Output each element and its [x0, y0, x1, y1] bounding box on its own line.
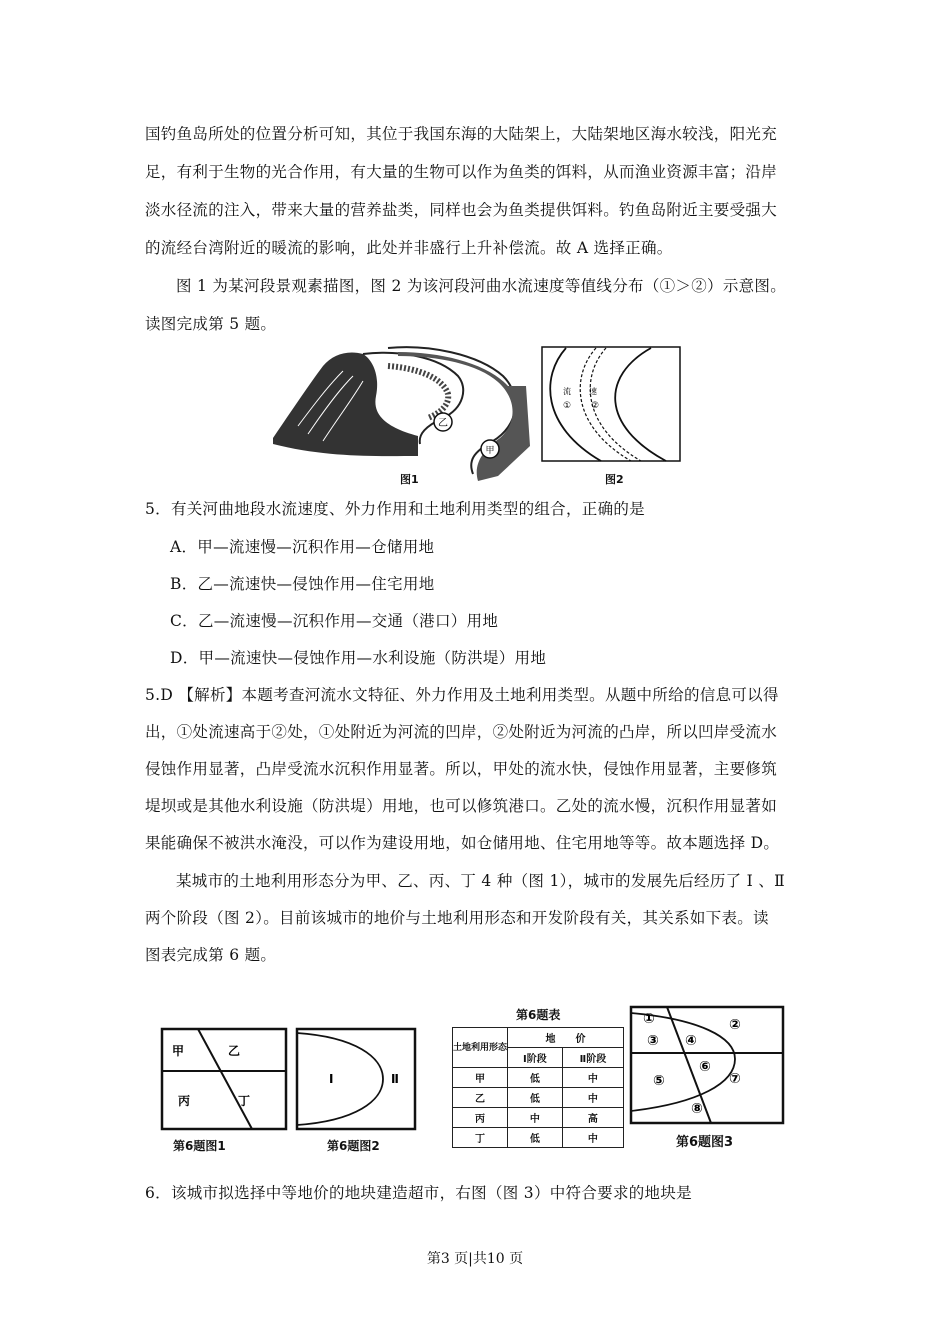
table-cell: 中: [562, 1088, 623, 1108]
table-row: [453, 1088, 624, 1108]
meander-velocity-diagram: [541, 346, 681, 462]
label-yi: 乙: [438, 418, 448, 429]
table-row: [453, 1128, 624, 1148]
parcel-5-label: ⑤: [653, 1073, 665, 1089]
table-header-stage2: Ⅱ阶段: [562, 1048, 623, 1068]
parcel-4-label: ④: [685, 1033, 697, 1049]
paragraph1-line: 的流经台湾附近的暖流的影响，此处并非盛行上升补偿流。故 A 选择正确。: [145, 239, 673, 257]
stage-II-label: Ⅱ: [391, 1072, 399, 1086]
table-cell: 中: [562, 1068, 623, 1088]
parcel-7-label: ⑦: [729, 1071, 741, 1087]
zone-ding-label: 丁: [238, 1094, 251, 1108]
zone-bing-label: 丙: [178, 1094, 191, 1108]
paragraph1-line: 淡水径流的注入，带来大量的营养盐类，同样也会为鱼类提供饵料。钓鱼岛附近主要受强大: [145, 201, 778, 219]
label-circle-1: ①: [563, 401, 572, 411]
parcel-2-label: ②: [729, 1017, 741, 1033]
label-jia: 甲: [485, 446, 495, 456]
label-liu: 流: [563, 387, 571, 396]
question5-option: A．甲—流速慢—沉积作用—仓储用地: [170, 538, 435, 556]
answer5-line: 侵蚀作用显著，凸岸受流水沉积作用显著。所以，甲处的流水快，侵蚀作用显著，主要修筑: [145, 760, 778, 778]
parcel-6-label: ⑥: [699, 1059, 711, 1075]
answer5-line: 出，①处流速高于②处，①处附近为河流的凹岸，②处附近为河流的凸岸，所以凹岸受流水: [145, 723, 778, 741]
parcel-map: [629, 1005, 785, 1125]
question5-option: D．甲—流速快—侵蚀作用—水利设施（防洪堤）用地: [170, 649, 547, 667]
answer5-line: 堤坝或是其他水利设施（防洪堤）用地，也可以修筑港口。乙处的流水慢，沉积作用显著如: [145, 797, 778, 815]
intro5-line: 读图完成第 5 题。: [145, 315, 277, 333]
label-su: 速: [589, 387, 597, 396]
development-stages-map: [295, 1027, 417, 1133]
table-cell: 中: [562, 1128, 623, 1148]
intro5-line: 图 1 为某河段景观素描图，图 2 为该河段河曲水流速度等值线分布（①＞②）示意图。: [176, 277, 787, 295]
table-cell: 低: [508, 1068, 563, 1088]
question5-option: C．乙—流速慢—沉积作用—交通（港口）用地: [170, 612, 499, 630]
figure2-caption: 图2: [605, 473, 624, 486]
paragraph1-line: 国钓鱼岛所处的位置分析可知，其位于我国东海的大陆架上，大陆架地区海水较浅，阳光充: [145, 125, 778, 143]
paragraph1-line: 足，有利于生物的光合作用，有大量的生物可以作为鱼类的饵料，从而渔业资源丰富；沿岸: [145, 163, 778, 181]
parcel-1-label: ①: [643, 1011, 655, 1027]
question5-stem: 5．有关河曲地段水流速度、外力作用和土地利用类型的组合，正确的是: [145, 500, 645, 518]
table-cell: 高: [562, 1108, 623, 1128]
table-cell: 低: [508, 1128, 563, 1148]
land-use-zones-map: [160, 1027, 288, 1133]
zone-jia-label: 甲: [172, 1044, 185, 1058]
parcel-3-label: ③: [647, 1033, 659, 1049]
intro6-line: 某城市的土地利用形态分为甲、乙、丙、丁 4 种（图 1），城市的发展先后经历了 Ⅰ 、Ⅱ: [176, 872, 785, 890]
figure6-2-caption: 第6题图2: [327, 1139, 380, 1153]
stage-I-label: Ⅰ: [329, 1072, 334, 1086]
answer5-line: 果能确保不被洪水淹没，可以作为建设用地，如仓储用地、住宅用地等等。故本题选择 D。: [145, 834, 780, 852]
table-cell: 丁: [453, 1128, 508, 1148]
table-cell: 甲: [453, 1068, 508, 1088]
table-header-stage1: Ⅰ阶段: [508, 1048, 563, 1068]
intro6-line: 两个阶段（图 2）。目前该城市的地价与土地利用形态和开发阶段有关，其关系如下表。读: [145, 909, 769, 927]
figure6-1-caption: 第6题图1: [173, 1139, 226, 1153]
river-landscape-sketch: [268, 346, 533, 488]
figure1-caption: 图1: [400, 473, 419, 486]
label-circle-2: ②: [591, 401, 600, 411]
table-header-price: 地 价: [508, 1028, 624, 1048]
table-header-form: 土地利用形态: [453, 1028, 508, 1068]
answer5-line: 5.D 【解析】本题考查河流水文特征、外力作用及土地利用类型。从题中所给的信息可以得: [145, 686, 779, 704]
table6-title: 第6题表: [516, 1008, 561, 1022]
page-footer: 第3 页|共10 页: [426, 1251, 524, 1267]
zone-yi-label: 乙: [228, 1044, 241, 1058]
parcel-8-label: ⑧: [691, 1101, 703, 1117]
table-cell: 中: [508, 1108, 563, 1128]
intro6-line: 图表完成第 6 题。: [145, 946, 277, 964]
figure6-3-caption: 第6题图3: [676, 1135, 734, 1150]
question6-stem: 6．该城市拟选择中等地价的地块建造超市，右图（图 3）中符合要求的地块是: [145, 1184, 692, 1202]
table-cell: 乙: [453, 1088, 508, 1108]
table-row: [453, 1068, 624, 1088]
question5-option: B．乙—流速快—侵蚀作用—住宅用地: [170, 575, 435, 593]
table-cell: 低: [508, 1088, 563, 1108]
table-row: [453, 1108, 624, 1128]
land-price-table: [452, 1027, 624, 1148]
table-cell: 丙: [453, 1108, 508, 1128]
